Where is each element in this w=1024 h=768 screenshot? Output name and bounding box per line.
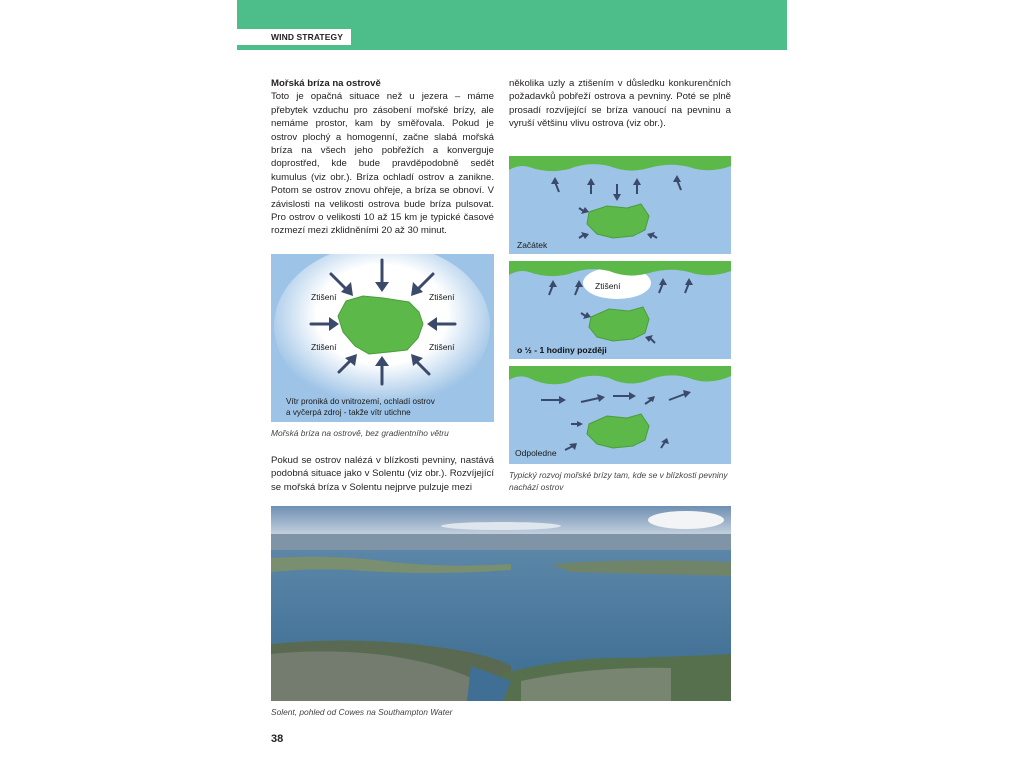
figure-note-line-2: a vyčerpá zdroj - takže vítr utichne	[286, 408, 411, 417]
mainland-coast	[509, 261, 731, 276]
left-paragraph-2: Pokud se ostrov nalézá v blízkosti pevniny, nastává podobná situace jako v Solentu (viz obr.). Rozvíjející se mořská bríza v Solentu nejprve pulzuje mezi	[271, 455, 494, 493]
mainland-coast	[509, 156, 731, 171]
left-column	[271, 77, 494, 238]
sequence-panel-afternoon	[509, 366, 731, 464]
calm-label-bottom-left: Ztišení	[311, 342, 337, 352]
page-number: 38	[271, 733, 284, 745]
panel-later-calm-label: Ztišení	[595, 281, 621, 291]
solent-aerial-photo	[271, 506, 731, 701]
sequence-caption-line-1: Typický rozvoj mořské brízy tam, kde se v blízkosti pevniny	[509, 470, 728, 480]
sequence-panel-start	[509, 156, 731, 254]
sequence-caption-line-2: nachází ostrov	[509, 482, 564, 492]
calm-label-top-left: Ztišení	[311, 292, 337, 302]
calm-label-top-right: Ztišení	[429, 292, 455, 302]
panel-start-label: Začátek	[517, 240, 548, 250]
sequence-panel-later	[509, 261, 731, 359]
panel-later-label: o ½ - 1 hodiny později	[517, 345, 607, 355]
right-column-paragraph: několika uzly a ztišením v důsledku konkurenčních požadavků pobřeží ostrova a pevniny. Poté se plně prosadí rozvíjející se bríza vanoucí na pevninu a vyruší většinu vlivu ostrova (viz obr.).	[509, 78, 731, 130]
island-breeze-figure	[271, 254, 494, 422]
photo-caption: Solent, pohled od Cowes na Southampton Water	[271, 707, 453, 717]
section-heading: Mořská bríza na ostrově	[271, 78, 381, 89]
island-shape	[587, 204, 649, 238]
section-label: WIND STRATEGY	[237, 29, 351, 45]
calm-label-bottom-right: Ztišení	[429, 342, 455, 352]
left-paragraph-1: Toto je opačná situace než u jezera – máme přebytek vzduchu pro zásobení mořské brízy, ale nemáme prostor, kam by směřovala. Pokud je ostrov plochý a homogenní, začne slabá mořská bríza na všech jeho pobřežích a konverguje doprostřed, kde bude pravděpodobně sedět kumulus (viz obr.). Bríza ochladí ostrov a zanikne. Potom se ostrov znovu ohřeje, a bríza se obnoví. V závislosti na velikosti ostrova bude bríza pulsovat. Pro ostrov o velikosti 10 až 15 km je typické časové rozmezí mezi zklidněními 20 až 30 minut.	[271, 91, 494, 237]
figure-note-line-1: Vítr proniká do vnitrozemí, ochladí ostrov	[286, 397, 435, 406]
sequence-figure-caption	[509, 469, 734, 493]
panel-afternoon-label: Odpoledne	[515, 448, 557, 458]
island-figure-caption: Mořská bríza na ostrově, bez gradientního větru	[271, 428, 449, 438]
